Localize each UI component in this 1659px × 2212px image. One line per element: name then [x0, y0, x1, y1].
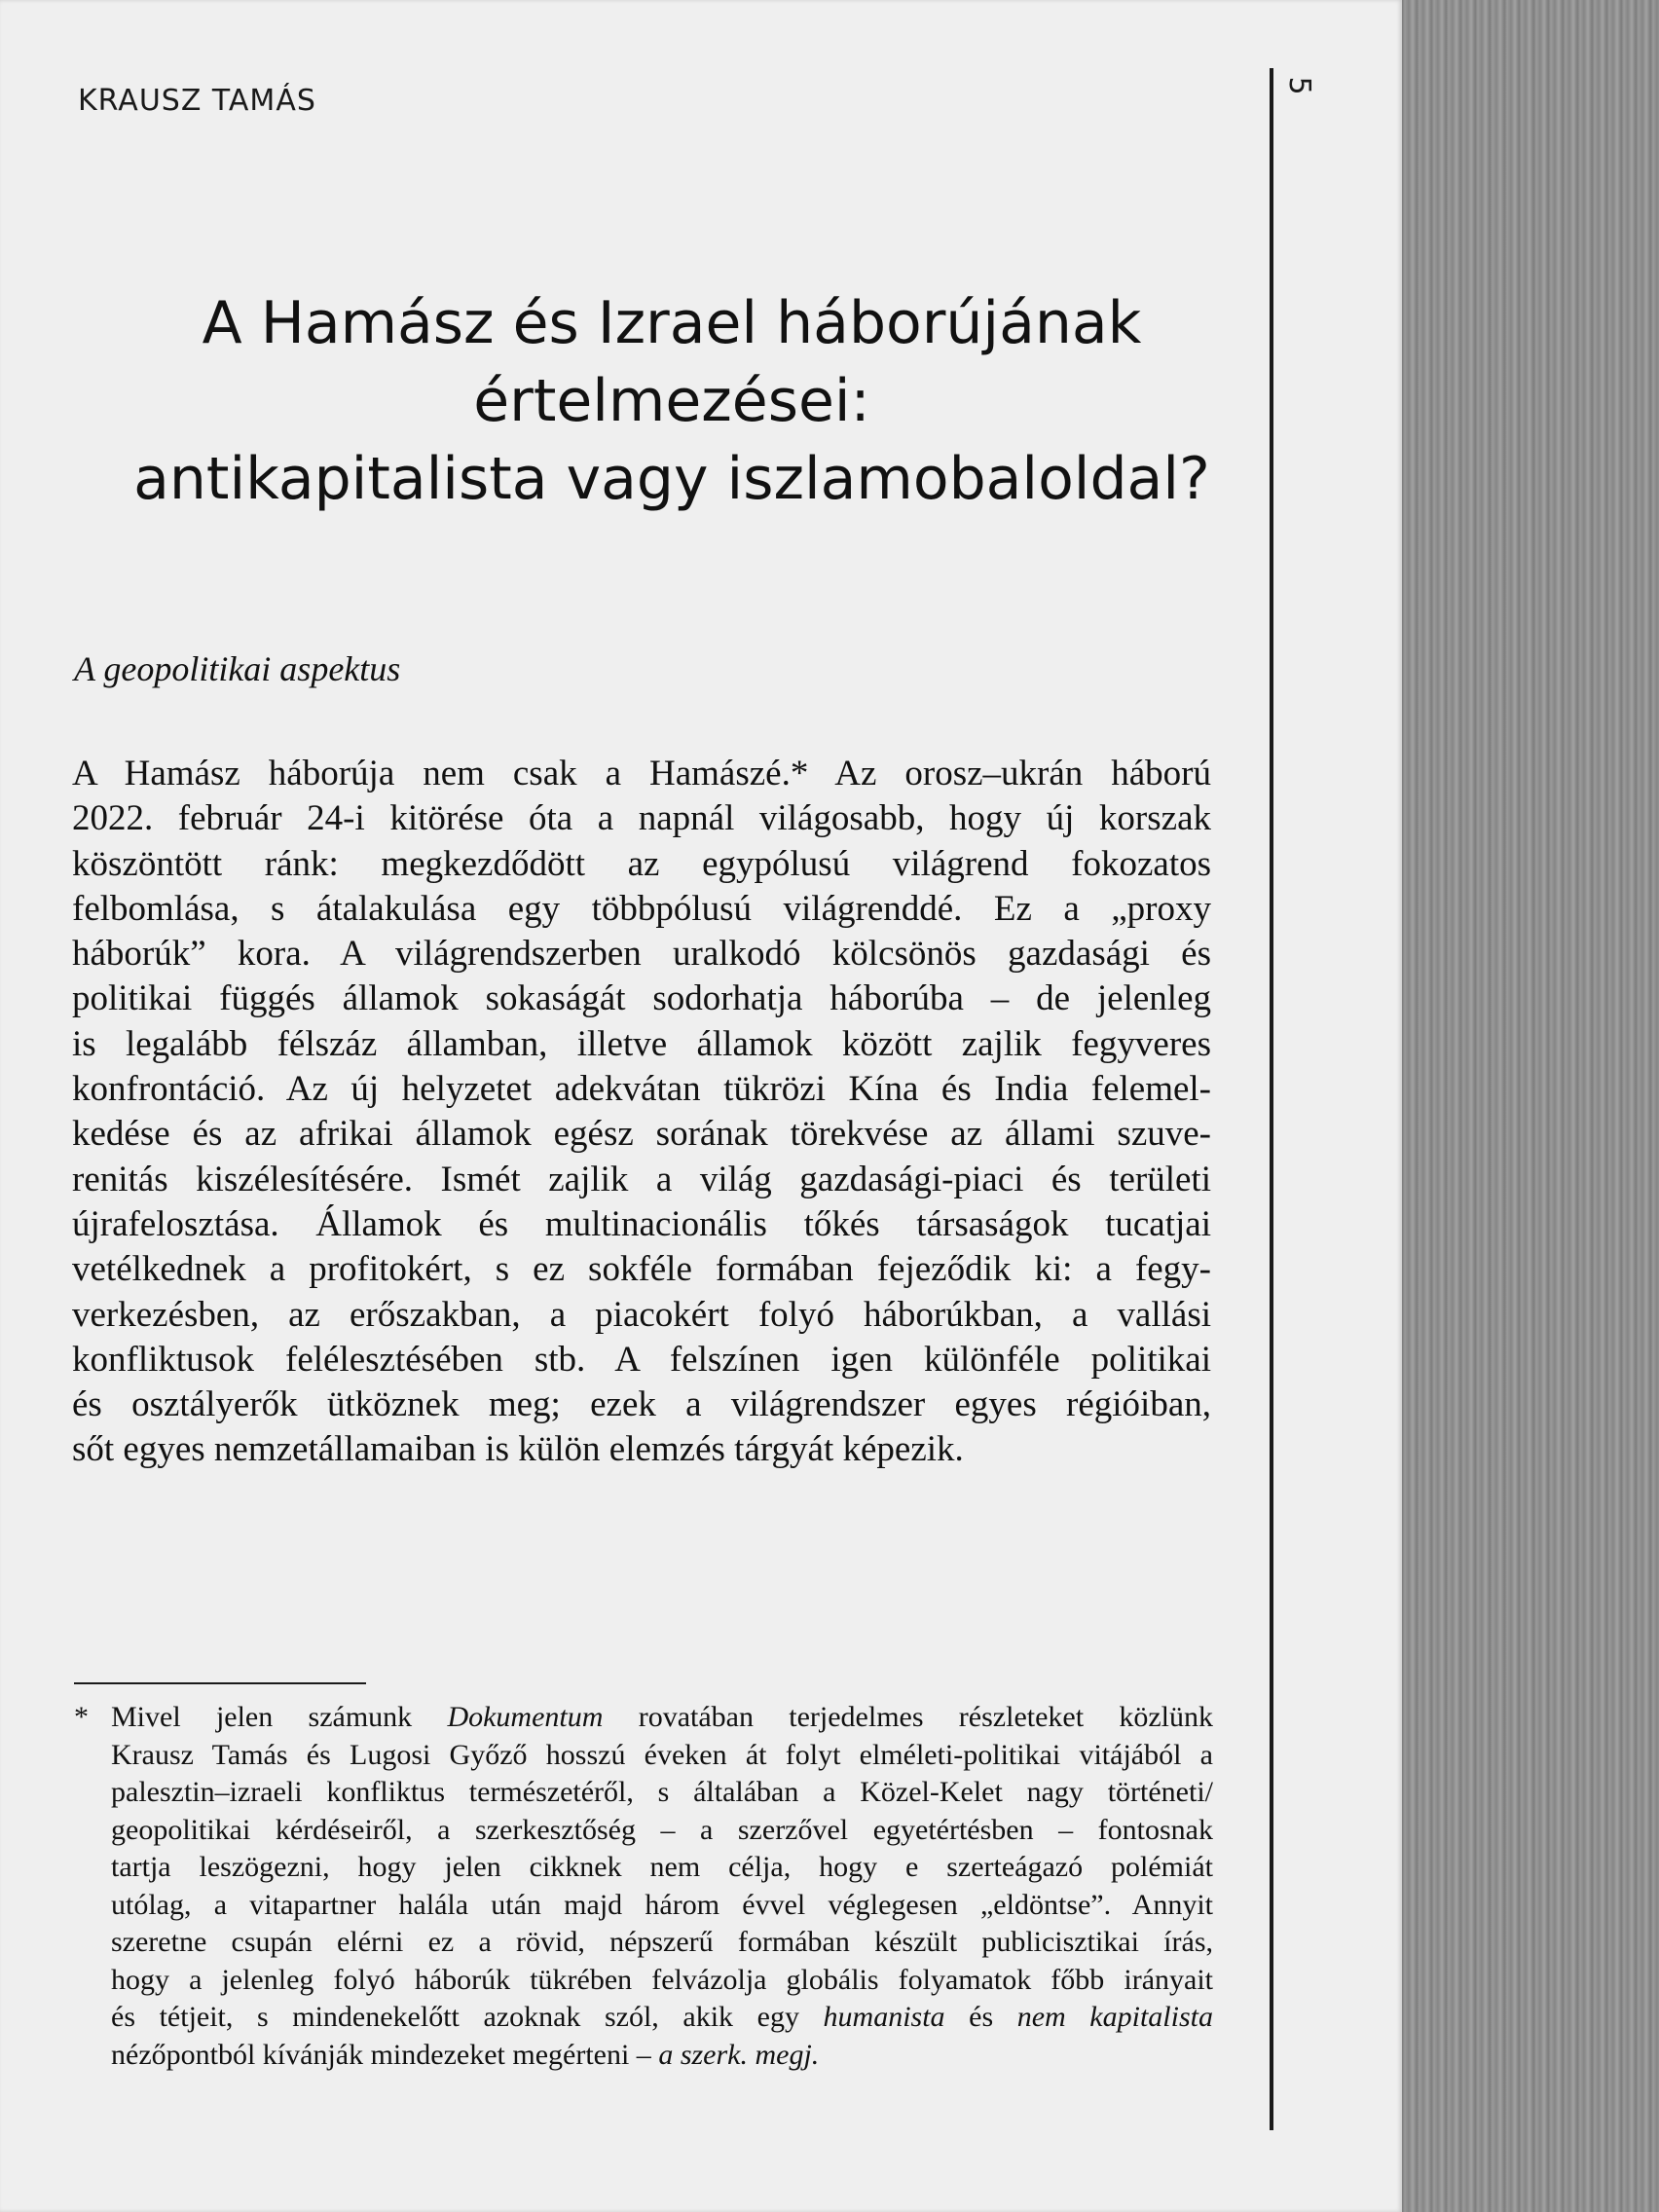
- footnote-marker: *: [74, 1701, 89, 1733]
- section-subheading: A geopolitikai aspektus: [74, 649, 401, 688]
- footnote-italic: Dokumentum: [447, 1701, 604, 1733]
- footnote-italic: humanista: [823, 2001, 945, 2033]
- footnote-text: rovatában terjedelmes részleteket közlünk: [603, 1701, 1213, 1733]
- background-surface: [1402, 0, 1659, 2212]
- footnote-text: és: [944, 2001, 1017, 2033]
- footnote-text: nézőpontból kívánják mindezeket megérteni –: [111, 2038, 659, 2071]
- body-line: 2022. február 24-i kitörése óta a napnál világosabb, hogy új korszak: [72, 798, 1211, 839]
- footnote-text: Mivel jelen számunk: [111, 1701, 448, 1733]
- body-line: konfrontáció. Az új helyzetet adekvátan tükrözi Kína és India felemel-: [72, 1069, 1211, 1110]
- running-head-author: KRAUSZ TAMÁS: [78, 84, 316, 118]
- body-line: sőt egyes nemzetállamaiban is külön elemzés tárgyát képezik.: [72, 1429, 964, 1470]
- body-line: politikai függés államok sokaságát sodorhatja háborúba – de jelenleg: [72, 978, 1211, 1019]
- footnote-line: [111, 2037, 1213, 2075]
- body-line: is legalább félszáz államban, illetve államok között zajlik fegyveres: [72, 1023, 1211, 1064]
- footnote-text: és tétjeit, s mindenekelőtt azoknak szól, akik egy: [111, 2001, 824, 2033]
- footnote-line: geopolitikai kérdéseiről, a szerkesztőség – a szerzővel egyetértésben – fontosnak: [111, 1813, 1213, 1846]
- footnote-line: [111, 1999, 1213, 2037]
- body-line: köszöntött ránk: megkezdődött az egypólusú világrend fokozatos: [72, 843, 1211, 884]
- footnote-line: Krausz Tamás és Lugosi Győző hosszú éveken át folyt elméleti-politikai vitájából a: [111, 1738, 1213, 1771]
- body-line: újrafelosztása. Államok és multinacionális tőkés társaságok tucatjai: [72, 1203, 1211, 1244]
- footnote-line: [111, 1699, 1213, 1737]
- title-line: A Hamász és Izrael háborújának: [202, 289, 1142, 357]
- body-line: A Hamász háborúja nem csak a Hamászé.* Az orosz–ukrán háború: [72, 754, 1211, 793]
- footnote-line: palesztin–izraeli konfliktus természetéről, s általában a Közel-Kelet nagy történeti/: [111, 1776, 1213, 1808]
- footnote: [74, 1699, 1213, 2074]
- footnote-italic: a szerk. megj.: [658, 2038, 820, 2071]
- body-line: kedése és az afrikai államok egész sorának törekvése az állami szuve-: [72, 1114, 1211, 1155]
- footnote-line: tartja leszögezni, hogy jelen cikknek nem célja, hogy e szerteágazó polémiát: [111, 1851, 1213, 1883]
- footnote-line: hogy a jelenleg folyó háborúk tükrében felvázolja globális folyamatok főbb irányait: [111, 1963, 1213, 1996]
- footnote-italic: nem kapitalista: [1016, 2001, 1213, 2033]
- page-number: 5: [1282, 76, 1317, 95]
- footnote-line: utólag, a vitapartner halála után majd három évvel véglegesen „eldöntse”. Annyit: [111, 1888, 1213, 1921]
- article-title: [88, 284, 1256, 518]
- body-line: és osztályerők ütköznek meg; ezek a világrendszer egyes régióiban,: [72, 1384, 1211, 1425]
- body-line: háborúk” kora. A világrendszerben uralkodó kölcsönös gazdasági és: [72, 934, 1211, 975]
- body-paragraph: [72, 752, 1211, 1473]
- title-line: értelmezései:: [473, 367, 870, 435]
- body-line: vetélkednek a profitokért, s ez sokféle formában fejeződik ki: a fegy-: [72, 1249, 1211, 1290]
- title-line: antikapitalista vagy iszlamobaloldal?: [133, 445, 1210, 513]
- footnote-line: szeretne csupán elérni ez a rövid, népszerű formában készült publicisztikai írás,: [111, 1926, 1213, 1958]
- body-line: felbomlása, s átalakulása egy többpólusú világrenddé. Ez a „proxy: [72, 888, 1211, 929]
- margin-rule: [1270, 68, 1273, 2130]
- footnote-separator: [74, 1682, 366, 1684]
- body-line: renitás kiszélesítésére. Ismét zajlik a világ gazdasági-piaci és területi: [72, 1159, 1211, 1199]
- body-line: verkezésben, az erőszakban, a piacokért folyó háborúkban, a vallási: [72, 1294, 1211, 1335]
- body-line: konfliktusok felélesztésében stb. A felszínen igen különféle politikai: [72, 1339, 1211, 1380]
